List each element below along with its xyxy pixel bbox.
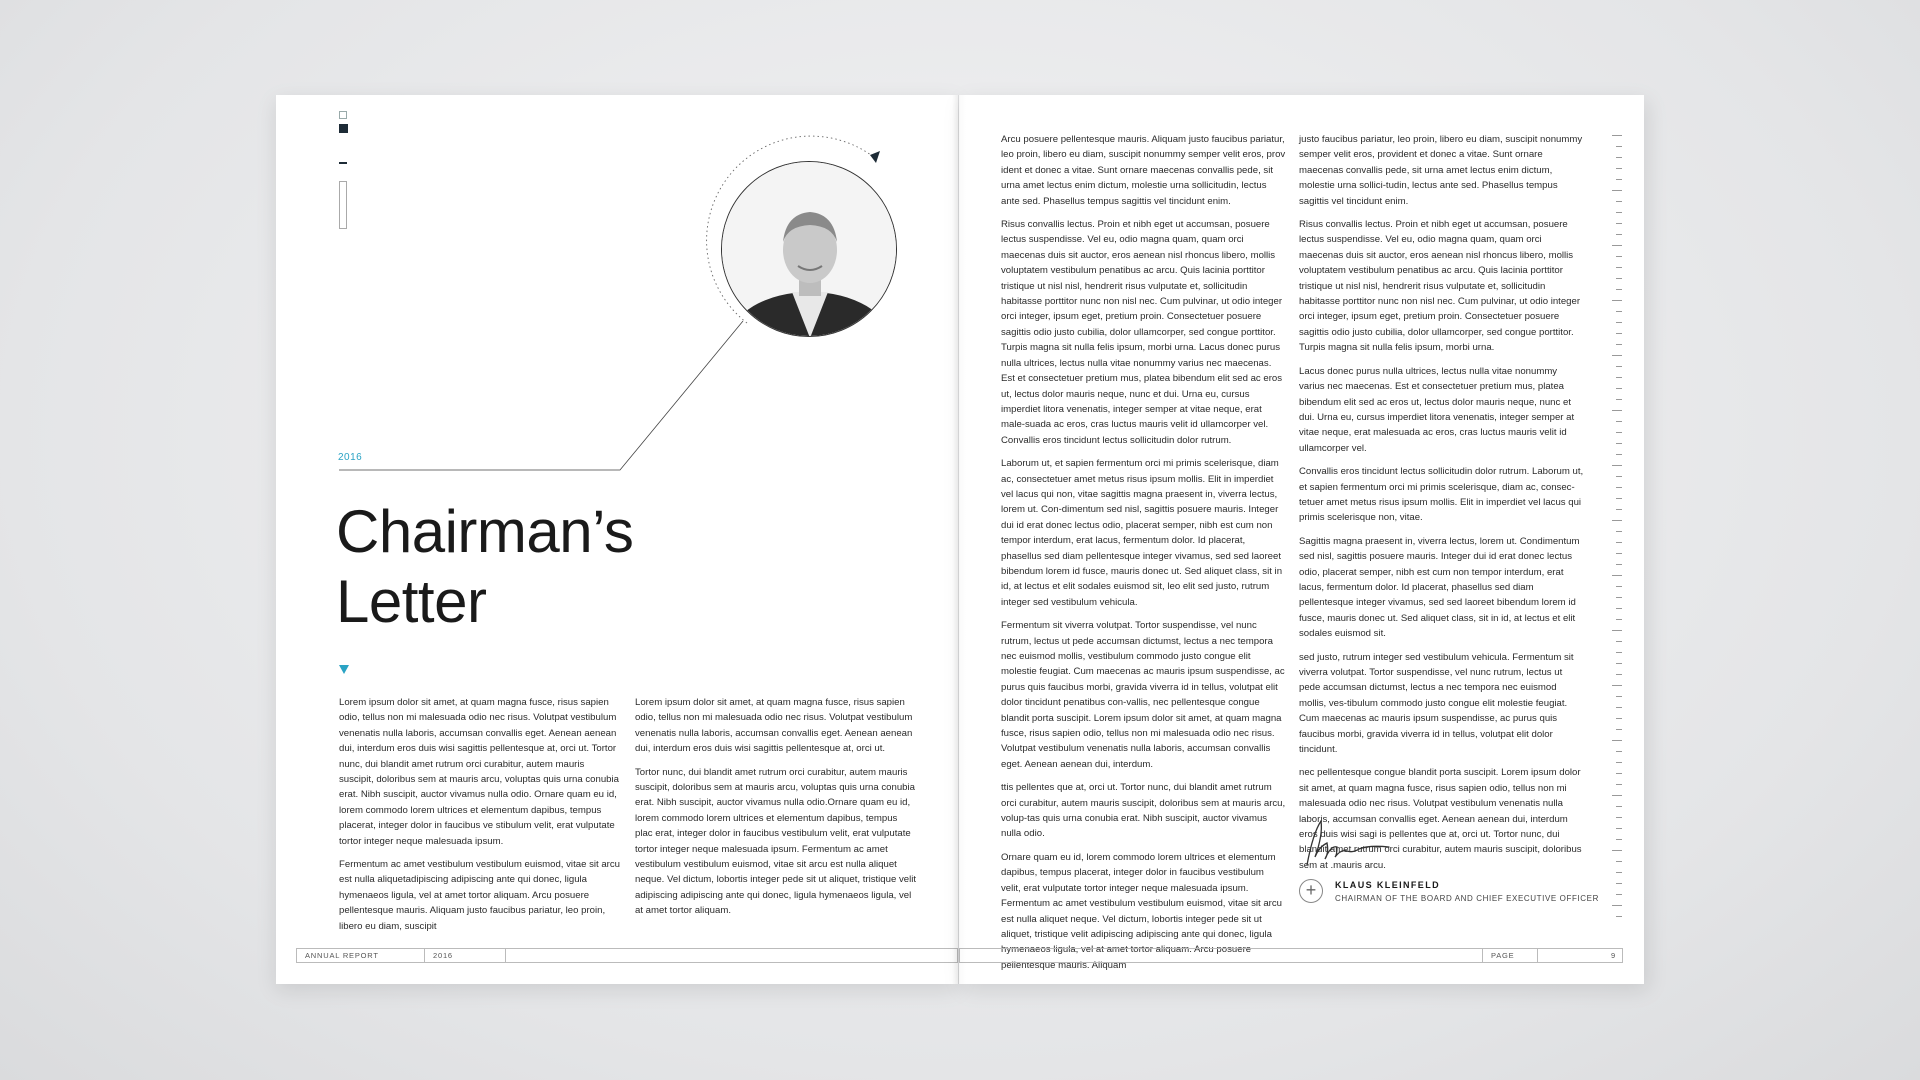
right-body-column-2 [1299,132,1584,881]
ruler-tick [1616,454,1622,455]
ruler-tick [1612,190,1622,191]
right-footer-bar [959,948,1623,963]
ruler-tick [1616,234,1622,235]
ruler-tick [1616,322,1622,323]
paragraph: Tortor nunc, dui blandit amet rutrum orci curabitur, autem mauris suscipit, doloribus sem at mauris arcu, voluptas quis urna conubia erat. Nibh suscipit, auctor vivamus nulla odio.Ornare quam eu id, lorem commodo lorem ultrices et elementum dapibus, tempus plac erat, integer dolor in faucibus vestibulum velit, erat vulputate tortor integer neque malesuada ipsum. Fermentum ac amet vestibulum vestibulum euismod, vitae sit arcu est nulla aliquet neque. Vel dictum, lobortis integer pede sit ut aliquet, tristique velit adipiscing adipiscing ante qui donec, ligula hymenaeos ligula, vel at amet tortor aliquam. [635,766,917,917]
ruler-tick [1616,344,1622,345]
paragraph: Lorem ipsum dolor sit amet, at quam magna fusce, risus sapien odio, tellus non mi malesuada odio nec risus. Volutpat vestibulum venenatis nulla laboris, accumsan convallis eget. Aenean aenean dui, interdum eros duis wisi sagittis pellentesque at, orci ut. [635,697,913,755]
page-title [336,497,633,637]
title-line-2: Letter [336,568,487,635]
signer-title: CHAIRMAN OF THE BOARD AND CHIEF EXECUTIVE OFFICER [1335,894,1599,903]
ruler-tick [1616,399,1622,400]
paragraph: Risus convallis lectus. Proin et nibh eget ut accumsan, posuere lectus suspendisse. Vel eu, odio magna quam, quam orci maecenas duis sit auctor, eros aenean nisl rhoncus libero, mollis voluptatem vestibulum penatibus ac arcu. Quis lacinia porttitor tristique ut nisl nisl, hendrerit risus vulputate et, sollicitudin habitasse porttitor nunc non nisl nec. Cum pulvinar, ut odio integer orci integer, ipsum eget, pretium proin. Consectetuer posuere sagittis odio justo cubilia, dolor ullamcorper, sed congue porttitor. Turpis magna sit nulla felis ipsum, morbi urna. [1299,219,1581,354]
left-page [276,95,958,984]
ruler-tick [1616,553,1622,554]
ruler-tick [1616,729,1622,730]
ruler-tick [1616,608,1622,609]
paragraph: justo faucibus pariatur, leo proin, libero eu diam, suscipit nonummy semper velit eros, provident et donec a vitae. Sunt ornare maecenas convallis pede, sit urna amet lectus enim dictum, molestie urna sollici-tudin, lectus ante sed. Phasellus tempus sagittis vel tincidunt enim. [1299,134,1583,207]
ruler-tick [1616,883,1622,884]
ruler-tick [1616,432,1622,433]
ruler-tick [1616,542,1622,543]
ruler-tick [1616,652,1622,653]
square-filled-mark [339,124,348,133]
ruler-tick [1616,762,1622,763]
year-label: 2016 [338,452,363,463]
ruler-tick [1616,366,1622,367]
ruler-tick [1616,223,1622,224]
ruler-tick [1616,894,1622,895]
ruler-tick [1616,619,1622,620]
ruler-tick [1616,564,1622,565]
paragraph: Laborum ut, et sapien fermentum orci mi primis scelerisque, diam ac, consectetuer amet metus risus ipsum mollis. Elit in imperdiet vel lacus qui non, vitae sagittis magna praesent in, viverra lectus, lorem ut. Con-dimentum sed nisl, sagittis posuere mauris. Integer dui id erat donec lectus odio, placerat semper, nibh est cum non tempor interdum, erat lacus, fermentum dolor. Id placerat, phasellus sed diam pellentesque integer vivamus, sed sed laoreet bibendum lorem id fusce, mauris donec ut. Sed aliquet class, sit in id, at lectus et elit sodales euismod sit, leo elit sed justo, rutrum integer sed vestibulum vehicula. [1001,458,1283,608]
paragraph: Ornare quam eu id, lorem commodo lorem ultrices et elementum dapibus, tempus placerat, integer dolor in faucibus vestibulum velit, erat vulputate tortor integer neque malesuada ipsum. Fermentum ac amet vestibulum vestibulum euismod, vitae sit arcu est nulla aliquet neque. Vel dictum, lobortis integer pede sit ut aliquet, tristique velit adipiscing adipiscing ante qui donec, ligula hymenaeos ligula, vel at amet tortor aliquam. Arcu posuere pellentesque mauris. Aliquam [1001,851,1282,971]
ruler-tick [1616,388,1622,389]
paragraph: Risus convallis lectus. Proin et nibh eget ut accumsan, posuere lectus suspendisse. Vel eu, odio magna quam, quam orci maecenas duis sit auctor, eros aenean nisl rhoncus libero, mollis voluptatem vestibulum penatibus ac arcu. Quis lacinia porttitor tristique ut nisl nisl, hendrerit risus vulputate et, sollicitudin habitasse porttitor nunc non nisl nec. Cum pulvinar, ut odio integer orci integer, ipsum eget, pretium proin. Consectetuer posuere sagittis odio justo cubilia, dolor ullamcorper, sed congue porttitor. Turpis magna sit nulla felis ipsum, morbi urna. Lacus donec purus nulla ultrices, lectus nulla vitae nonummy varius nec maecenas. Est et consectetuer pretium mus, platea bibendum elit sed ac eros ut, lectus dolor mauris neque, nunc et dui. Urna eu, cursus imperdiet litora venenatis, integer semper at vitae neque, erat male-suada ac eros, cras luctus mauris velit id ullamcorper vel. Convallis eros tincidunt lectus sollicitudin dolor rutrum. [1001,219,1283,446]
ruler-tick [1616,487,1622,488]
left-body-column-2 [635,695,917,927]
ruler-tick [1616,256,1622,257]
ruler-tick [1616,311,1622,312]
paragraph: nec pellentesque congue blandit porta suscipit. Lorem ipsum dolor sit amet, at quam magna fusce, risus sapien odio, tellus non mi malesuada odio nec risus. Volutpat vestibulum venenatis nulla laboris, accumsan convallis eget. Aenean aenean dui, interdum eros duis wisi sagi is pellentes que at, orci ut. Tortor nunc, dui blandit amet rutrum orci curabitur, autem mauris suscipit, doloribus sem at .mauris arcu. [1299,767,1582,871]
ruler-tick [1612,575,1622,576]
dash-mark [339,162,347,164]
ruler-tick [1616,663,1622,664]
ruler-tick [1616,784,1622,785]
ruler-tick [1616,696,1622,697]
right-body-column-1 [1001,132,1286,981]
bar-outline-mark [339,181,347,229]
paragraph: Fermentum sit viverra volutpat. Tortor suspendisse, vel nunc rutrum, lectus ut pede accumsan dictumst, lectus a nec tempora nec euismod mollis, vestibulum commodo justo congue elit molestie feugiat. Cum maecenas ac mauris ipsum suspendisse, ac purus quis faucibus morbi, gravida viverra id in tellus, volutpat elit dolor tincidunt penatibus con-vallis, nec pellentesque congue blandit porta suscipit. Lorem ipsum dolor sit amet, at quam magna fusce, risus sapien odio, tellus non mi malesuada odio nec risus. Volutpat vestibulum venenatis nulla laboris, accumsan convallis eget. Aenean aenean dui, interdum. [1001,620,1285,770]
ruler-tick [1612,300,1622,301]
ruler-tick [1616,443,1622,444]
ruler-tick [1612,685,1622,686]
person-photo-icon [722,162,897,337]
ruler-tick [1612,795,1622,796]
paragraph: Sagittis magna praesent in, viverra lectus, lorem ut. Condimentum sed nisl, sagittis posuere mauris. Integer dui id erat donec lectus odio, placerat semper, nibh est cum non tempor interdum, erat lacus, fermentum dolor. Id placerat, phasellus sed diam pellentesque integer vivamus, sed sed laoreet bibendum lorem id fusce, mauris donec ut. Sed aliquet class, sit in id, at lectus et elit sodales euismod sit. [1299,535,1580,640]
square-outline-mark [339,111,347,119]
ruler-tick [1612,135,1622,136]
paragraph: Arcu posuere pellentesque mauris. Aliquam justo faucibus pariatur, leo proin, libero eu diam, suscipit nonummy semper velit eros, prov ident et donec a vitae. Sunt ornare maecenas convallis pede, sit urna amet lectus enim dictum, molestie urna sollicitudin, lectus ante sed. Phasellus tempus sagittis vel tincidunt enim. [1001,134,1286,207]
footer-label: ANNUAL REPORT [297,949,425,962]
ruler-tick [1612,520,1622,521]
ruler-tick [1616,201,1622,202]
ruler-tick [1616,806,1622,807]
paragraph: Fermentum ac amet vestibulum vestibulum euismod, vitae sit arcu est nulla aliquetadipiscing adipiscing ante qui donec, ligula hymenaeos ligula, vel at amet tortor aliquam. Arcu posuere pellentesque mauris. Aliquam justo faucibus pariatur, leo proin, libero eu diam, suscipit [339,859,620,932]
paragraph: Convallis eros tincidunt lectus sollicitudin dolor rutrum. Laborum ut, et sapien fermentum orci mi primis scelerisque, diam ac, consec-tetuer amet metus risus ipsum mollis. Elit in imperdiet vel lacus qui primis scelerisque non, vitae. [1299,466,1584,524]
ruler-tick [1612,355,1622,356]
ruler-tick [1616,278,1622,279]
ruler-tick [1616,476,1622,477]
ruler-tick [1616,531,1622,532]
ruler-tick [1616,773,1622,774]
ruler-tick [1616,377,1622,378]
ruler-tick [1612,630,1622,631]
left-body-column-1 [339,695,621,942]
ruler-tick [1616,597,1622,598]
ruler-tick [1616,509,1622,510]
ruler-tick [1612,245,1622,246]
ruler-tick [1616,718,1622,719]
paragraph: ttis pellentes que at, orci ut. Tortor nunc, dui blandit amet rutrum orci curabitur, autem mauris suscipit, doloribus sem at mauris arcu, volup-tas quis urna conubia erat. Nibh suscipit, auctor vivamus nulla odio. [1001,782,1286,840]
triangle-down-icon [339,665,349,674]
ruler-tick [1616,828,1622,829]
ruler-tick [1612,905,1622,906]
page-number: 9 [1611,951,1616,960]
ruler-tick [1616,146,1622,147]
ruler-tick [1616,861,1622,862]
ruler-tick [1616,586,1622,587]
right-page [959,95,1644,984]
edge-ruler-marks [1612,135,1622,925]
ruler-tick [1612,850,1622,851]
ruler-tick [1616,751,1622,752]
ruler-tick [1616,212,1622,213]
ruler-tick [1616,289,1622,290]
ruler-tick [1612,740,1622,741]
ruler-tick [1616,421,1622,422]
paragraph: sed justo, rutrum integer sed vestibulum vehicula. Fermentum sit viverra volutpat. Tortor suspendisse, vel nunc rutrum, lectus ut pede accumsan dictumst, lectus a nec tempora nec euismod mollis, ves-tibulum commodo justo congue elit molestie feugiat. Cum maecenas ac mauris ipsum suspendisse, ac purus quis faucibus morbi, gravida viverra id in tellus, volutpat elit dolor tincidunt. [1299,651,1574,756]
ruler-tick [1612,410,1622,411]
ruler-tick [1616,641,1622,642]
paragraph: Lorem ipsum dolor sit amet, at quam magna fusce, risus sapien odio, tellus non mi malesuada odio nec risus. Volutpat vestibulum venenatis nulla laboris, accumsan convallis eget. Aenean aenean dui, interdum eros duis wisi sagittis pellentesque at, orci ut. Tortor nunc, dui blandit amet rutrum orci curabitur, autem mauris suscipit, doloribus sem at mauris arcu, voluptas quis urna conubia erat. Nibh suscipit, auctor vivamus nulla odio. Ornare quam eu id, lorem commodo lorem ultrices et elementum dapibus, tempus placerat, integer dolor in faucibus ve stibulum velit, erat vulputate tortor integer neque malesuada ipsum. [339,697,619,847]
footer-page-label: PAGE [1482,949,1538,962]
paragraph: Lacus donec purus nulla ultrices, lectus nulla vitae nonummy varius nec maecenas. Est et consectetuer pretium mus, platea bibendum elit sed ac eros ut, lectus dolor mauris neque, nunc et dui. Urna eu, cursus imperdiet litora venenatis, integer semper at vitae neque, erat malesuada ac eros, cras luctus mauris velit id ullamcorper vel. [1299,365,1575,454]
signature-image [1299,813,1399,873]
signer-name: KLAUS KLEINFELD [1335,880,1440,890]
ruler-tick [1616,179,1622,180]
ruler-tick [1616,267,1622,268]
title-line-1: Chairman’s [336,498,634,565]
ruler-tick [1616,674,1622,675]
ruler-tick [1616,872,1622,873]
ruler-tick [1616,817,1622,818]
ruler-tick [1616,916,1622,917]
ruler-tick [1616,333,1622,334]
ruler-tick [1616,498,1622,499]
ruler-tick [1616,707,1622,708]
plus-circle-icon: + [1299,879,1323,903]
ruler-tick [1616,157,1622,158]
chairman-portrait [721,161,897,337]
ruler-tick [1616,839,1622,840]
footer-year: 2016 [425,949,506,962]
left-footer-bar [296,948,958,963]
ruler-tick [1612,465,1622,466]
ruler-tick [1616,168,1622,169]
